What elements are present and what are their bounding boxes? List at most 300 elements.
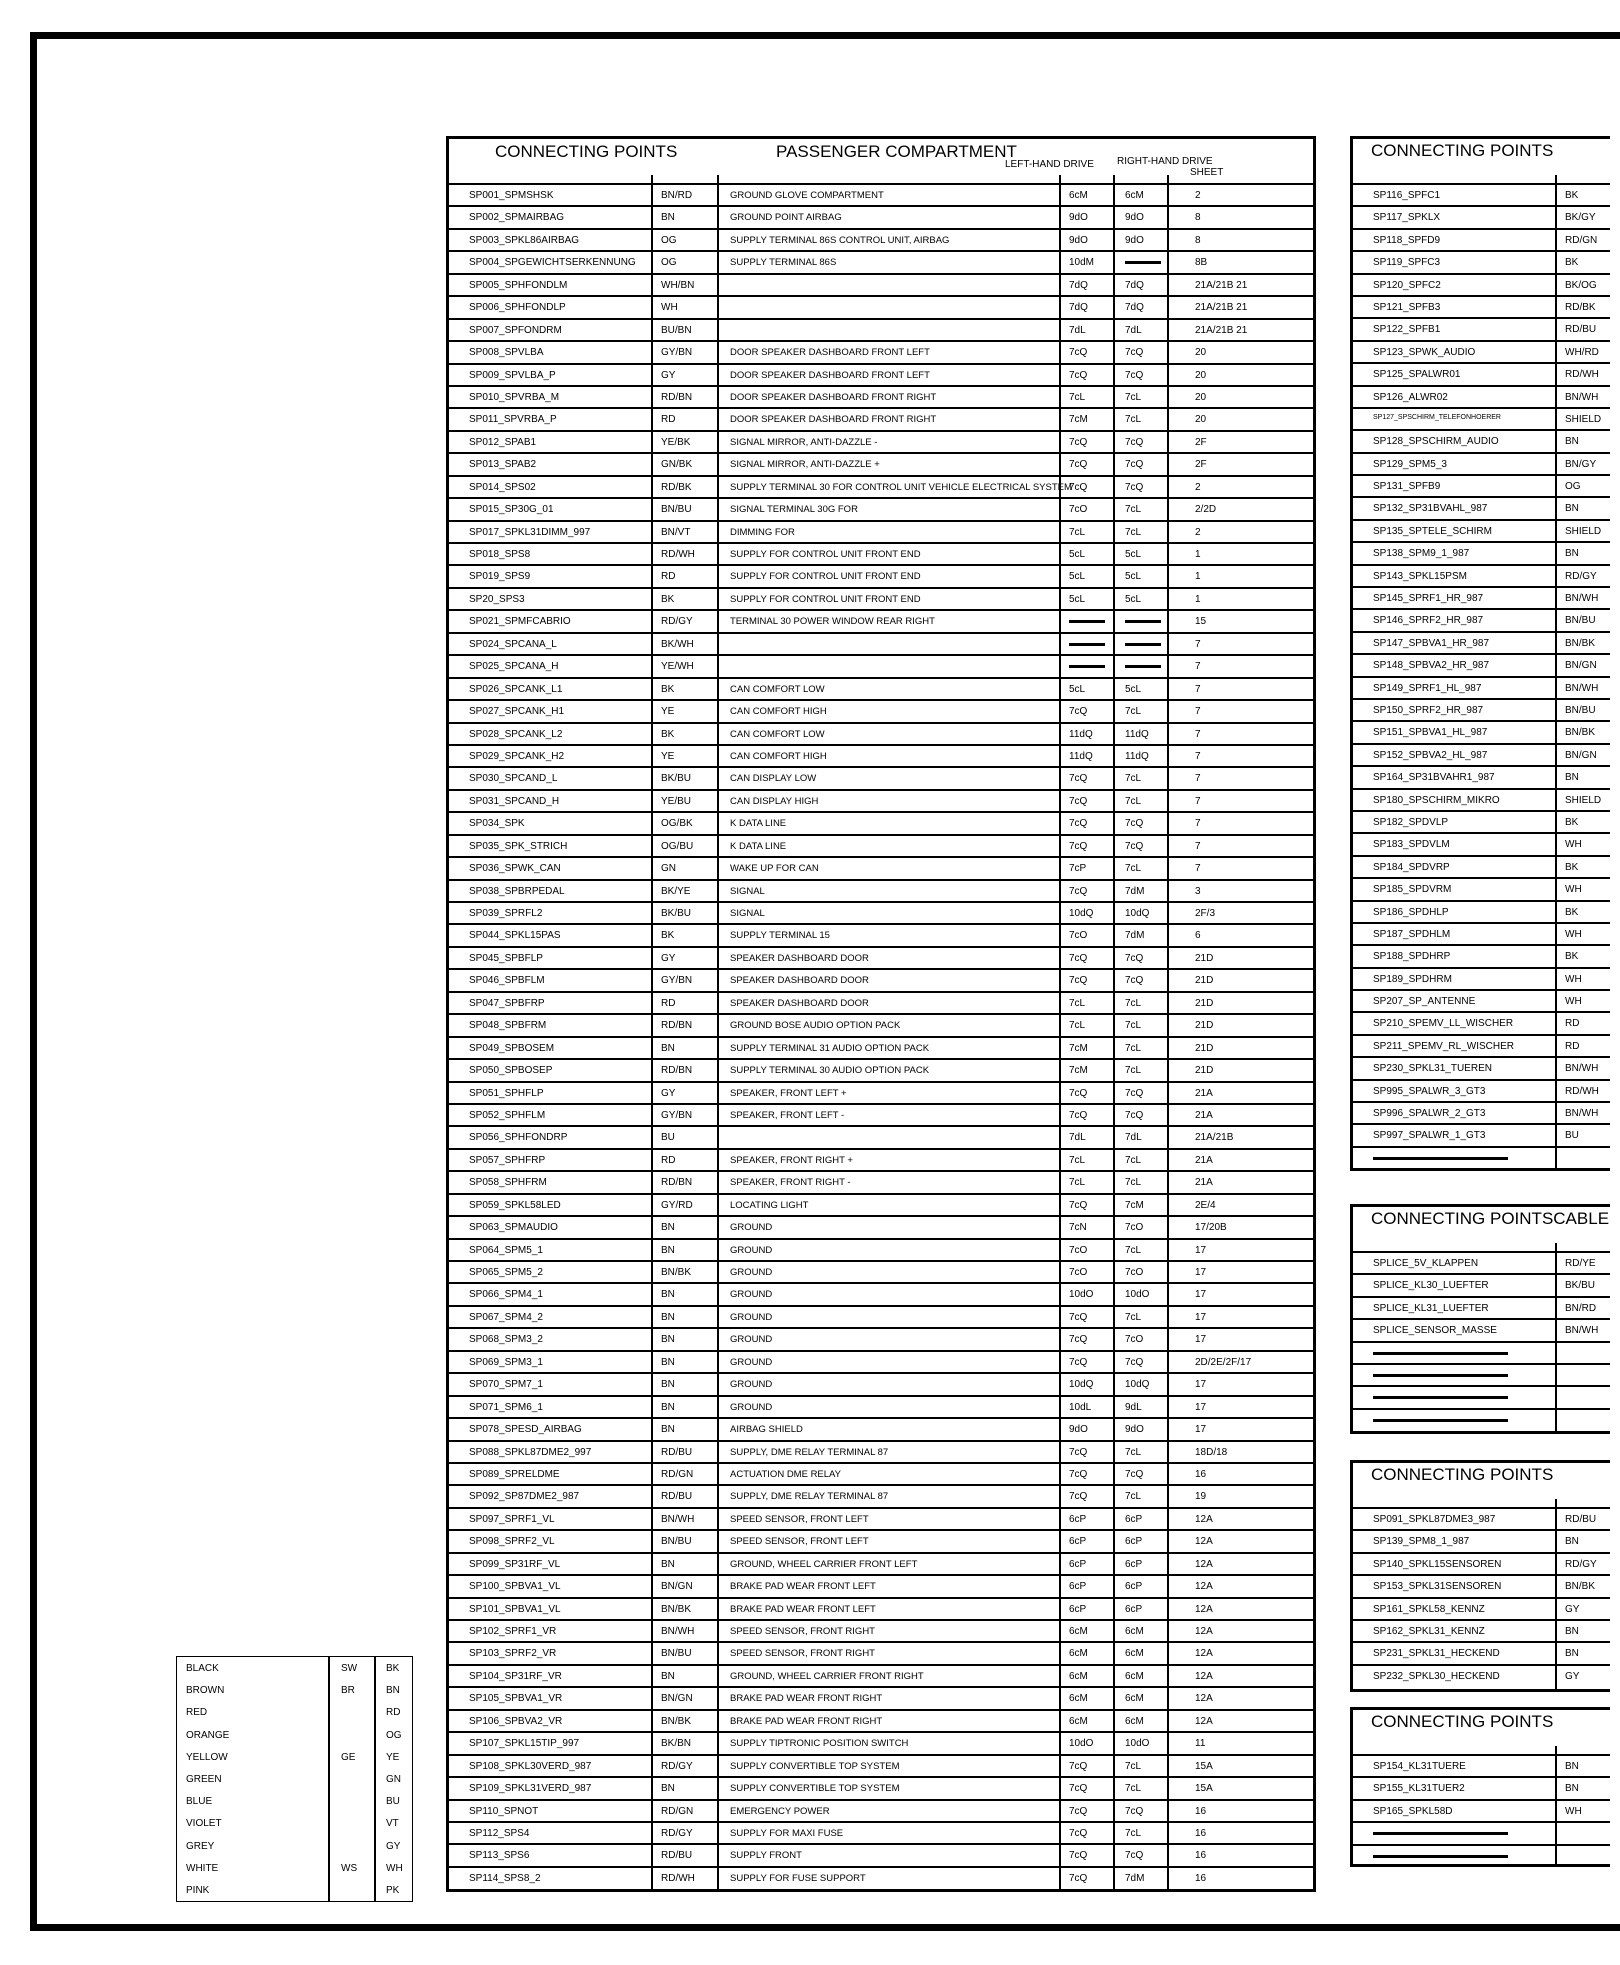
description: GROUND [730,1311,773,1323]
table-row [449,542,1313,564]
sheet-number: 17 [1195,1289,1207,1301]
description: K DATA LINE [730,840,787,852]
wire-color: BN/BU [661,504,692,516]
sheet-number: 7 [1195,840,1201,852]
table-row [1353,967,1610,989]
connecting-point-id: SP009_SPVLBA_P [469,369,556,381]
description: K DATA LINE [730,818,787,830]
table-row [1353,676,1610,698]
sheet-number: 15A [1195,1783,1213,1795]
rhd-location: 7cL [1125,1020,1142,1032]
description: CAN COMFORT LOW [730,728,825,740]
sheet-number: 20 [1195,414,1207,426]
connecting-point-id: SP207_SP_ANTENNE [1373,996,1476,1008]
description: SUPPLY TERMINAL 30 FOR CONTROL UNIT VEHICLE ELECTRICAL SYSTEM [730,481,1072,493]
rhd-location: 7cL [1125,1065,1142,1077]
table-row [449,901,1313,923]
description: GROUND [730,1267,773,1278]
rhd-location: 7cQ [1125,1805,1144,1817]
blank-line [1373,1374,1508,1377]
connecting-point-id: SP185_SPDVRM [1373,884,1452,896]
color-code: VT [386,1818,399,1830]
wire-color: RD/BK [1565,301,1596,313]
connecting-point-id: SP182_SPDVLP [1373,816,1449,828]
connecting-point-id: SP125_SPALWR01 [1373,369,1461,381]
wire-color: YE/BK [661,436,691,448]
description: GROUND [730,1244,773,1256]
table-row [1353,273,1610,295]
wire-color: BN/WH [661,1513,695,1525]
connecting-point-id: SP064_SPM5_1 [469,1244,543,1256]
blank-line [1373,1855,1508,1858]
connecting-point-id: SP066_SPM4_1 [469,1289,543,1301]
rhd-location: 7cL [1125,1760,1142,1772]
connecting-point-id: SP003_SPKL86AIRBAG [469,234,580,246]
connecting-point-id: SP014_SPS02 [469,481,536,493]
german-code: BR [341,1685,355,1697]
sheet-number: 21D [1195,975,1214,987]
wire-color: GY/BN [661,975,693,987]
description: GROUND, WHEEL CARRIER FRONT RIGHT [730,1670,924,1682]
description: BRAKE PAD WEAR FRONT LEFT [730,1603,876,1615]
table-row [449,1709,1313,1731]
connecting-point-id: SP035_SPK_STRICH [469,840,568,852]
table-row [1353,362,1610,384]
connecting-point-id: SP997_SPALWR_1_GT3 [1373,1130,1486,1142]
sheet-number: 11 [1195,1738,1206,1750]
table-row [1353,1034,1610,1056]
lhd-location: 7cQ [1069,795,1088,807]
table-row [1353,1776,1610,1798]
description: SPEED SENSOR, FRONT LEFT [730,1513,869,1525]
table-row [1353,183,1610,205]
sheet-number: 2 [1195,190,1201,201]
connecting-point-id: SP123_SPWK_AUDIO [1373,346,1476,358]
sheet-number: 12A [1195,1513,1213,1525]
lhd-location: 7cQ [1069,1827,1088,1839]
table-row [449,407,1313,429]
rhd-location: 9dL [1125,1401,1142,1413]
wire-color: OG [1565,481,1581,493]
description: EMERGENCY POWER [730,1805,830,1817]
table-row [449,879,1313,901]
wire-color: RD/BU [1565,1514,1597,1525]
lhd-location [1069,639,1105,650]
wire-color: WH [661,302,678,314]
lhd-location: 7cL [1069,391,1086,403]
wire-color: BN/WH [1565,682,1599,694]
rhd-location: 7cL [1125,706,1142,718]
rhd-location: 7cQ [1125,975,1144,987]
rhd-location: 7dM [1125,885,1145,897]
lhd-location: 9dO [1069,212,1088,224]
table-body [449,183,1313,1888]
rhd-location: 7cL [1125,504,1142,516]
lhd-location: 7cL [1069,1020,1086,1032]
connecting-point-id: SP132_SP31BVAHL_987 [1373,503,1488,515]
table-row [449,587,1313,609]
connecting-point-id: SP183_SPDVLM [1373,839,1450,851]
connecting-point-id: SP029_SPCANK_H2 [469,750,565,762]
table-row [1353,1123,1610,1145]
rhd-location [1125,616,1161,627]
lhd-location: 6cP [1069,1603,1087,1615]
table-row [1353,832,1610,854]
description: SUPPLY TERMINAL 30 AUDIO OPTION PACK [730,1065,930,1077]
table-row [449,1619,1313,1641]
lhd-location: 5cL [1069,549,1086,560]
rhd-location: 7cL [1125,863,1142,875]
connecting-point-id: SP231_SPKL31_HECKEND [1373,1648,1500,1660]
lhd-location: 7cQ [1069,1109,1088,1121]
table-row [1353,720,1610,742]
rhd-location: 7cQ [1125,1087,1144,1099]
wire-color: GY [1565,1670,1580,1682]
table-row [449,766,1313,788]
connecting-point-id: SP001_SPMSHSK [469,190,554,201]
wire-color: BN/GN [661,1581,693,1593]
dash-placeholder [1125,643,1161,646]
connecting-point-id: SP006_SPHFONDLP [469,302,566,314]
wire-color: WH [1565,928,1582,940]
connecting-point-id: SP019_SPS9 [469,571,531,583]
sheet-number: 7 [1195,750,1201,762]
wire-color: WH [1565,1805,1582,1817]
description: SIGNAL TERMINAL 30G FOR [730,504,858,516]
lhd-location: 11dQ [1069,728,1093,740]
connecting-point-id: SP107_SPKL15TIP_997 [469,1738,580,1750]
wire-color: BN [661,1424,675,1436]
sheet-number: 20 [1195,369,1207,381]
rhd-location: 7cL [1125,1491,1142,1503]
table-row [1353,1101,1610,1123]
connecting-point-id: SPLICE_KL31_LUEFTER [1373,1302,1489,1314]
table-row [1353,1641,1610,1663]
color-name: YELLOW [186,1751,228,1763]
connecting-point-id: SP024_SPCANA_L [469,638,557,650]
wire-color: RD/GN [1565,234,1598,246]
color-code-legend [176,1656,413,1902]
connecting-point-id: SP138_SPM9_1_987 [1373,548,1470,560]
lhd-location: 7cQ [1069,1356,1088,1368]
connecting-point-id: SP065_SPM5_2 [469,1267,543,1278]
connecting-point-id: SP059_SPKL58LED [469,1199,561,1211]
lhd-location: 7cQ [1069,1468,1088,1480]
description: SUPPLY TERMINAL 31 AUDIO OPTION PACK [730,1042,930,1054]
connecting-point-id: SP097_SPRF1_VL [469,1513,555,1525]
rhd-location: 7cL [1125,1042,1142,1054]
description: SPEAKER DASHBOARD DOOR [730,975,869,987]
rhd-location: 6cM [1125,1693,1144,1705]
lhd-location: 7cQ [1069,818,1088,830]
wire-color: RD [661,1154,676,1166]
table-row [449,385,1313,407]
connecting-point-id: SP147_SPBVA1_HR_987 [1373,637,1490,649]
connecting-point-id: SP128_SPSCHIRM_AUDIO [1373,436,1499,448]
wire-color: BK/YE [661,885,691,897]
sheet-number: 16 [1195,1872,1207,1884]
rhd-location: 6cM [1125,1648,1144,1660]
description: SUPPLY, DME RELAY TERMINAL 87 [730,1446,889,1458]
sheet-number: 17/20B [1195,1222,1227,1234]
connecting-point-id: SP092_SP87DME2_987 [469,1491,580,1503]
wire-color: BK [1565,816,1579,828]
table-row [1353,900,1610,922]
wire-color: YE/BU [661,795,692,807]
connecting-point-id: SP098_SPRF2_VL [469,1536,555,1548]
table-row [449,1664,1313,1686]
rhd-location: 7cQ [1125,818,1144,830]
wire-color: BK/GY [1565,212,1596,224]
table-row [449,1552,1313,1574]
description: SUPPLY TIPTRONIC POSITION SWITCH [730,1738,909,1750]
lhd-location: 7cQ [1069,773,1088,785]
sheet-number: 2 [1195,526,1201,538]
connecting-point-id: SP046_SPBFLM [469,975,545,987]
empty-row [1353,1821,1610,1843]
lhd-location: 7dQ [1069,302,1088,314]
wire-color: GY [661,1087,676,1099]
connecting-point-id: SP154_KL31TUERE [1373,1761,1466,1772]
wire-color: RD/BN [661,1020,693,1032]
lhd-location: 7dQ [1069,279,1088,291]
wire-color: RD/BU [661,1446,693,1458]
connecting-point-id: SP155_KL31TUER2 [1373,1783,1465,1795]
wire-color: RD/GN [661,1468,694,1480]
table-row [449,1507,1313,1529]
description: CAN DISPLAY HIGH [730,795,819,807]
lhd-location: 7cQ [1069,840,1088,852]
wire-color: RD/GY [661,1760,693,1772]
wire-color: RD/WH [661,549,695,560]
wire-color: BN/BK [661,1715,692,1727]
lhd-location: 7cQ [1069,369,1088,381]
connecting-point-id: SP027_SPCANK_H1 [469,706,565,718]
sheet-number: 21D [1195,1020,1214,1032]
empty-row [1353,1408,1610,1430]
table-row [1353,944,1610,966]
lhd-location: 7cQ [1069,975,1088,987]
connecting-point-id: SP102_SPRF1_VR [469,1626,557,1637]
sheet-number: 2F [1195,459,1207,471]
sheet-number: 15A [1195,1760,1213,1772]
connecting-point-id: SP069_SPM3_1 [469,1356,543,1368]
lhd-location: 7cL [1069,1177,1086,1189]
rhd-location: 6cM [1125,1670,1144,1682]
wire-color: BN/BK [1565,1581,1596,1593]
connecting-point-id: SP996_SPALWR_2_GT3 [1373,1108,1486,1120]
color-code: BN [386,1685,400,1697]
sheet-number: 19 [1195,1491,1207,1503]
sheet-number: 17 [1195,1244,1207,1256]
legend-row [177,1857,412,1879]
wire-color: BN [1565,1625,1579,1637]
connecting-point-id: SP063_SPMAUDIO [469,1222,558,1234]
german-code: GE [341,1751,356,1763]
connecting-point-id: SP017_SPKL31DIMM_997 [469,526,591,538]
color-code: BK [386,1663,400,1674]
table-row [1353,653,1610,675]
description: SPEAKER, FRONT RIGHT - [730,1177,851,1189]
wire-color: BN/BK [1565,727,1596,739]
table-row [449,340,1313,362]
connecting-point-id: SP048_SPBFRM [469,1020,547,1032]
description: SPEAKER, FRONT LEFT + [730,1087,847,1099]
table-row [1353,608,1610,630]
connecting-point-id: SP151_SPBVA1_HL_987 [1373,727,1488,739]
sheet-number: 2E/4 [1195,1199,1216,1211]
description: AIRBAG SHIELD [730,1424,803,1436]
table-row [449,946,1313,968]
lhd-location: 6cM [1069,1670,1088,1682]
description: DOOR SPEAKER DASHBOARD FRONT RIGHT [730,414,937,426]
wire-color: GN/BK [661,459,693,471]
lhd-location [1069,661,1105,672]
table-row [449,1799,1313,1821]
lhd-location: 7cQ [1069,885,1088,897]
wire-color: BN/BU [1565,615,1596,627]
table-row [449,991,1313,1013]
passenger-compartment-table [446,136,1316,1892]
connecting-point-id: SP078_SPESD_AIRBAG [469,1424,582,1436]
connecting-point-id: SP139_SPM8_1_987 [1373,1536,1470,1548]
connecting-point-id: SP039_SPRFL2 [469,908,543,919]
legend-row [177,1701,412,1723]
legend-row [177,1746,412,1768]
wire-color: BN [661,1042,675,1054]
table-row [449,1125,1313,1147]
connecting-point-id: SP127_SPSCHIRM_TELEFONHOERER [1373,413,1501,421]
wire-color: BK [1565,906,1579,918]
lhd-location: 7dL [1069,1132,1086,1144]
connecting-point-id: SP232_SPKL30_HECKEND [1373,1670,1500,1682]
table-row [449,1529,1313,1551]
wire-color: BN [1565,1783,1579,1795]
wire-color: BU [661,1132,675,1144]
description: SUPPLY TERMINAL 86S CONTROL UNIT, AIRBAG [730,234,950,246]
connecting-point-id: SP034_SPK [469,818,525,830]
empty-row [1353,1146,1610,1168]
description: SPEAKER DASHBOARD DOOR [730,952,869,964]
connecting-point-id: SP122_SPFB1 [1373,324,1441,336]
connecting-point-id: SP057_SPHFRP [469,1154,546,1166]
description: CAN COMFORT LOW [730,683,825,695]
rhd-location: 7dQ [1125,302,1144,314]
color-code: WH [386,1862,403,1874]
wire-color: RD [661,997,676,1009]
wire-color: RD/GY [661,1827,693,1839]
lhd-location: 6cM [1069,190,1088,201]
description: GROUND [730,1222,773,1234]
sheet-number: 21A/21B 21 [1195,279,1248,291]
rhd-location: 7cL [1125,391,1142,403]
sheet-number: 2D/2E/2F/17 [1195,1356,1252,1368]
sheet-number: 21A [1195,1109,1213,1121]
sheet-number: 8B [1195,257,1208,269]
wire-color: BU/BN [661,324,692,336]
wire-color: WH/RD [1565,346,1599,358]
sheet-number: 17 [1195,1401,1207,1413]
table-row [449,1821,1313,1843]
wire-color: BN [661,1401,675,1413]
table-row [1353,631,1610,653]
connecting-point-id: SP058_SPHFRM [469,1177,547,1189]
wire-color: YE/WH [661,661,694,673]
table-row [449,834,1313,856]
description: GROUND BOSE AUDIO OPTION PACK [730,1020,901,1032]
table-row [1353,1552,1610,1574]
sheet-number: 21A/21B 21 [1195,302,1248,314]
connecting-point-id: SP118_SPFD9 [1373,234,1441,246]
connecting-point-id: SP152_SPBVA2_HL_987 [1373,749,1488,761]
description: GROUND [730,1356,773,1368]
table-row [449,520,1313,542]
lhd-location: 7cQ [1069,1805,1088,1817]
rhd-location: 10dO [1125,1738,1150,1750]
table-row [449,1641,1313,1663]
connecting-points-cable-table [1350,1204,1610,1434]
color-name: BLACK [186,1663,219,1674]
description: SPEAKER, FRONT RIGHT + [730,1154,853,1166]
table-row [449,1193,1313,1215]
connecting-point-id: SP103_SPRF2_VR [469,1648,557,1660]
dash-placeholder [1069,665,1105,668]
wire-color: BK/BU [1565,1280,1596,1292]
sheet-number: 7 [1195,795,1201,807]
table-row [1353,743,1610,765]
wire-color: BN/GN [1565,660,1597,672]
lhd-location: 7cQ [1069,1446,1088,1458]
connecting-point-id: SP026_SPCANK_L1 [469,683,563,695]
table-row [1353,496,1610,518]
sheet-number: 8 [1195,234,1201,246]
wire-color: BN/GN [1565,749,1597,761]
sheet-number: 7 [1195,773,1201,785]
table-row [449,1238,1313,1260]
color-name: RED [186,1707,208,1719]
table-row [1353,810,1610,832]
table-row [449,1350,1313,1372]
rhd-location: 10dO [1125,1289,1150,1301]
connecting-point-id: SP051_SPHFLP [469,1087,544,1099]
wire-color: RD [661,571,676,583]
rhd-location: 7cL [1125,414,1142,426]
description: SUPPLY FOR CONTROL UNIT FRONT END [730,593,921,605]
sheet-number: 17 [1195,1267,1207,1278]
sheet-number: 12A [1195,1626,1213,1637]
table-row [449,1462,1313,1484]
table-row [449,744,1313,766]
sheet-number: 2F [1195,436,1207,448]
table-row [449,1440,1313,1462]
rhd-location: 6cP [1125,1603,1143,1615]
table-row [1353,1619,1610,1641]
connecting-point-id: SP002_SPMAIRBAG [469,212,565,224]
sheet-number: 18D/18 [1195,1446,1228,1458]
sheet-number: 16 [1195,1850,1207,1862]
connecting-point-id: SP211_SPEMV_RL_WISCHER [1373,1040,1514,1052]
description: GROUND POINT AIRBAG [730,212,842,224]
connecting-points-table-1 [1350,136,1610,1171]
connecting-point-id: SP109_SPKL31VERD_987 [469,1783,592,1795]
blank-line [1373,1396,1508,1399]
wire-color: GY [661,952,676,964]
rhd-location: 6cP [1125,1558,1143,1570]
table-header [449,139,1313,178]
rhd-location: 5cL [1125,593,1142,605]
sheet-number: 20 [1195,347,1207,359]
legend-row [177,1879,412,1901]
